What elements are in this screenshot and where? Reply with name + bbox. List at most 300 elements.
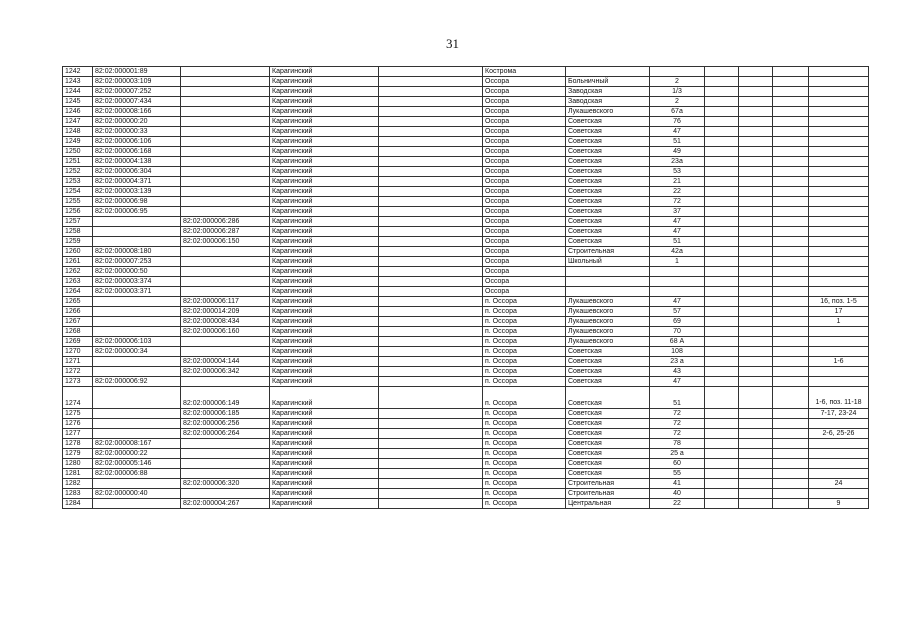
cadastral-number-cell: 82:02:000000:34 [93,347,181,357]
table-row [63,297,869,307]
street-cell: Лукашевского [566,307,650,317]
street-cell [566,67,650,77]
settlement-cell: п. Оссора [483,377,566,387]
structure-cell [739,227,773,237]
district-cell: Карагинский [270,277,379,287]
house-number-cell [650,287,705,297]
row-number-cell: 1253 [63,177,93,187]
cadastral-number-cell [93,307,181,317]
building-cadastral-number-cell [181,77,270,87]
structure-cell [739,327,773,337]
settlement-cell: п. Оссора [483,387,566,409]
flat-cell [773,247,809,257]
street-cell: Советская [566,347,650,357]
cadastral-number-cell [93,387,181,409]
building-cell [705,429,739,439]
street-cell: Строительная [566,479,650,489]
settlement-cell: п. Оссора [483,327,566,337]
house-number-cell: 108 [650,347,705,357]
structure-cell [739,147,773,157]
structure-cell [739,257,773,267]
structure-cell [739,237,773,247]
row-number-cell: 1271 [63,357,93,367]
building-cadastral-number-cell [181,459,270,469]
flat-cell [773,127,809,137]
flat-cell [773,157,809,167]
district-cell: Карагинский [270,429,379,439]
cadastral-number-cell [93,367,181,377]
settlement-cell: п. Оссора [483,459,566,469]
house-number-cell: 2 [650,77,705,87]
cadastral-number-cell [93,429,181,439]
rooms-cell [809,77,869,87]
street-cell: Советская [566,439,650,449]
house-number-cell [650,267,705,277]
table-row [63,287,869,297]
district-cell: Карагинский [270,97,379,107]
table-row [63,479,869,489]
table-row [63,77,869,87]
settlement-type-cell [379,127,483,137]
row-number-cell: 1269 [63,337,93,347]
table-row [63,387,869,409]
table-row [63,247,869,257]
building-cell [705,187,739,197]
building-cell [705,217,739,227]
flat-cell [773,287,809,297]
building-cadastral-number-cell [181,167,270,177]
street-cell: Лукашевского [566,107,650,117]
row-number-cell: 1284 [63,499,93,509]
flat-cell [773,97,809,107]
settlement-type-cell [379,87,483,97]
flat-cell [773,237,809,247]
settlement-type-cell [379,489,483,499]
building-cadastral-number-cell [181,439,270,449]
rooms-cell: 1-6, поз. 11-18 [809,387,869,409]
building-cadastral-number-cell [181,489,270,499]
structure-cell [739,277,773,287]
settlement-type-cell [379,267,483,277]
structure-cell [739,367,773,377]
row-number-cell: 1248 [63,127,93,137]
building-cadastral-number-cell [181,267,270,277]
cadastral-number-cell: 82:02:000006:95 [93,207,181,217]
cadastral-number-cell: 82:02:000000:22 [93,449,181,459]
settlement-type-cell [379,357,483,367]
street-cell: Советская [566,177,650,187]
building-cadastral-number-cell [181,177,270,187]
cadastral-number-cell: 82:02:000000:40 [93,489,181,499]
district-cell: Карагинский [270,459,379,469]
street-cell: Лукашевского [566,297,650,307]
district-cell: Карагинский [270,449,379,459]
row-number-cell: 1279 [63,449,93,459]
house-number-cell: 76 [650,117,705,127]
building-cell [705,449,739,459]
cadastral-number-cell [93,317,181,327]
district-cell: Карагинский [270,157,379,167]
house-number-cell: 41 [650,479,705,489]
settlement-cell: Оссора [483,267,566,277]
settlement-cell: п. Оссора [483,429,566,439]
building-cadastral-number-cell: 82:02:000008:434 [181,317,270,327]
flat-cell [773,439,809,449]
house-number-cell: 47 [650,377,705,387]
building-cadastral-number-cell [181,337,270,347]
house-number-cell: 21 [650,177,705,187]
district-cell: Карагинский [270,287,379,297]
house-number-cell: 49 [650,147,705,157]
row-number-cell: 1257 [63,217,93,227]
district-cell: Карагинский [270,387,379,409]
row-number-cell: 1242 [63,67,93,77]
building-cadastral-number-cell [181,469,270,479]
settlement-type-cell [379,157,483,167]
cadastral-number-cell: 82:02:000004:371 [93,177,181,187]
row-number-cell: 1250 [63,147,93,157]
rooms-cell [809,167,869,177]
row-number-cell: 1266 [63,307,93,317]
rooms-cell: 1 [809,317,869,327]
street-cell: Советская [566,157,650,167]
flat-cell [773,367,809,377]
structure-cell [739,449,773,459]
row-number-cell: 1265 [63,297,93,307]
building-cadastral-number-cell: 82:02:000006:256 [181,419,270,429]
building-cadastral-number-cell [181,197,270,207]
structure-cell [739,387,773,409]
table-row [63,357,869,367]
building-cell [705,347,739,357]
cadastral-number-cell: 82:02:000007:252 [93,87,181,97]
house-number-cell: 47 [650,127,705,137]
house-number-cell: 47 [650,217,705,227]
settlement-type-cell [379,377,483,387]
row-number-cell: 1278 [63,439,93,449]
cadastral-number-cell: 82:02:000007:434 [93,97,181,107]
row-number-cell: 1244 [63,87,93,97]
rooms-cell [809,257,869,267]
cadastral-number-cell: 82:02:000008:166 [93,107,181,117]
settlement-cell: Оссора [483,127,566,137]
settlement-cell: Оссора [483,117,566,127]
table-row [63,237,869,247]
house-number-cell: 47 [650,297,705,307]
rooms-cell [809,117,869,127]
cadastral-number-cell: 82:02:000000:50 [93,267,181,277]
row-number-cell: 1264 [63,287,93,297]
row-number-cell: 1272 [63,367,93,377]
district-cell: Карагинский [270,147,379,157]
table-row [63,67,869,77]
row-number-cell: 1256 [63,207,93,217]
street-cell: Советская [566,469,650,479]
cadastral-number-cell: 82:02:000008:180 [93,247,181,257]
row-number-cell: 1258 [63,227,93,237]
building-cell [705,337,739,347]
cadastral-number-cell: 82:02:000006:106 [93,137,181,147]
structure-cell [739,107,773,117]
table-row [63,257,869,267]
street-cell: Советская [566,197,650,207]
row-number-cell: 1263 [63,277,93,287]
rooms-cell [809,137,869,147]
settlement-type-cell [379,107,483,117]
rooms-cell [809,157,869,167]
house-number-cell [650,277,705,287]
table-row [63,317,869,327]
district-cell: Карагинский [270,267,379,277]
building-cell [705,469,739,479]
rooms-cell [809,217,869,227]
settlement-cell: п. Оссора [483,367,566,377]
house-number-cell: 25 а [650,449,705,459]
rooms-cell [809,87,869,97]
structure-cell [739,337,773,347]
district-cell: Карагинский [270,237,379,247]
row-number-cell: 1249 [63,137,93,147]
rooms-cell [809,147,869,157]
house-number-cell: 42а [650,247,705,257]
street-cell: Строительная [566,247,650,257]
settlement-cell: п. Оссора [483,419,566,429]
district-cell: Карагинский [270,207,379,217]
structure-cell [739,177,773,187]
settlement-type-cell [379,439,483,449]
settlement-cell: п. Оссора [483,357,566,367]
settlement-cell: Оссора [483,77,566,87]
district-cell: Карагинский [270,357,379,367]
row-number-cell: 1246 [63,107,93,117]
settlement-cell: п. Оссора [483,489,566,499]
row-number-cell: 1247 [63,117,93,127]
row-number-cell: 1270 [63,347,93,357]
rooms-cell [809,337,869,347]
building-cell [705,387,739,409]
building-cadastral-number-cell: 82:02:000006:287 [181,227,270,237]
street-cell [566,267,650,277]
district-cell: Карагинский [270,297,379,307]
row-number-cell: 1259 [63,237,93,247]
structure-cell [739,317,773,327]
rooms-cell: 16, поз. 1-5 [809,297,869,307]
rooms-cell [809,449,869,459]
flat-cell [773,489,809,499]
flat-cell [773,357,809,367]
street-cell: Советская [566,127,650,137]
building-cadastral-number-cell [181,277,270,287]
building-cell [705,107,739,117]
table-row [63,157,869,167]
row-number-cell: 1274 [63,387,93,409]
district-cell: Карагинский [270,367,379,377]
settlement-cell: Оссора [483,217,566,227]
table-row [63,307,869,317]
house-number-cell: 60 [650,459,705,469]
settlement-type-cell [379,257,483,267]
settlement-type-cell [379,147,483,157]
rooms-cell [809,237,869,247]
flat-cell [773,257,809,267]
district-cell: Карагинский [270,217,379,227]
building-cadastral-number-cell [181,287,270,297]
flat-cell [773,307,809,317]
district-cell: Карагинский [270,167,379,177]
row-number-cell: 1280 [63,459,93,469]
structure-cell [739,307,773,317]
settlement-type-cell [379,317,483,327]
settlement-type-cell [379,77,483,87]
street-cell: Советская [566,167,650,177]
settlement-type-cell [379,449,483,459]
building-cell [705,117,739,127]
district-cell: Карагинский [270,327,379,337]
building-cell [705,247,739,257]
building-cadastral-number-cell [181,97,270,107]
district-cell: Карагинский [270,137,379,147]
flat-cell [773,277,809,287]
settlement-type-cell [379,67,483,77]
settlement-cell: Кострома [483,67,566,77]
cadastral-number-cell [93,479,181,489]
settlement-type-cell [379,409,483,419]
settlement-cell: п. Оссора [483,297,566,307]
rooms-cell [809,177,869,187]
building-cadastral-number-cell [181,347,270,357]
table-row [63,87,869,97]
rooms-cell [809,469,869,479]
row-number-cell: 1283 [63,489,93,499]
house-number-cell: 51 [650,137,705,147]
flat-cell [773,177,809,187]
settlement-cell: Оссора [483,87,566,97]
building-cadastral-number-cell: 82:02:000006:150 [181,237,270,247]
district-cell: Карагинский [270,197,379,207]
row-number-cell: 1243 [63,77,93,87]
structure-cell [739,469,773,479]
rooms-cell [809,187,869,197]
structure-cell [739,97,773,107]
table-row [63,459,869,469]
rooms-cell [809,439,869,449]
building-cadastral-number-cell: 82:02:000006:185 [181,409,270,419]
street-cell: Больничный [566,77,650,87]
settlement-type-cell [379,277,483,287]
building-cell [705,267,739,277]
building-cell [705,67,739,77]
cadastral-number-cell: 82:02:000003:139 [93,187,181,197]
rooms-cell [809,107,869,117]
building-cadastral-number-cell [181,87,270,97]
structure-cell [739,439,773,449]
rooms-cell [809,367,869,377]
flat-cell [773,187,809,197]
house-number-cell: 37 [650,207,705,217]
district-cell: Карагинский [270,257,379,267]
building-cadastral-number-cell: 82:02:000014:209 [181,307,270,317]
building-cadastral-number-cell [181,449,270,459]
settlement-cell: п. Оссора [483,317,566,327]
street-cell: Советская [566,207,650,217]
row-number-cell: 1273 [63,377,93,387]
district-cell: Карагинский [270,317,379,327]
settlement-type-cell [379,197,483,207]
rooms-cell [809,287,869,297]
property-register-table [62,66,869,509]
table-row [63,429,869,439]
settlement-cell: Оссора [483,197,566,207]
settlement-cell: п. Оссора [483,499,566,509]
building-cell [705,327,739,337]
district-cell: Карагинский [270,479,379,489]
building-cadastral-number-cell: 82:02:000006:264 [181,429,270,439]
settlement-type-cell [379,479,483,489]
cadastral-number-cell [93,409,181,419]
structure-cell [739,429,773,439]
cadastral-number-cell: 82:02:000000:33 [93,127,181,137]
district-cell: Карагинский [270,377,379,387]
settlement-type-cell [379,287,483,297]
settlement-cell: Оссора [483,157,566,167]
settlement-cell: Оссора [483,177,566,187]
street-cell: Советская [566,429,650,439]
flat-cell [773,387,809,409]
row-number-cell: 1268 [63,327,93,337]
district-cell: Карагинский [270,77,379,87]
house-number-cell: 53 [650,167,705,177]
building-cadastral-number-cell [181,247,270,257]
building-cadastral-number-cell: 82:02:000006:286 [181,217,270,227]
building-cadastral-number-cell [181,187,270,197]
house-number-cell: 57 [650,307,705,317]
street-cell: Советская [566,217,650,227]
table-row [63,137,869,147]
settlement-type-cell [379,187,483,197]
flat-cell [773,469,809,479]
settlement-type-cell [379,167,483,177]
building-cell [705,367,739,377]
flat-cell [773,419,809,429]
house-number-cell: 51 [650,237,705,247]
row-number-cell: 1260 [63,247,93,257]
structure-cell [739,247,773,257]
building-cell [705,257,739,267]
street-cell: Лукашевского [566,327,650,337]
street-cell [566,287,650,297]
house-number-cell: 23а [650,157,705,167]
structure-cell [739,87,773,97]
structure-cell [739,207,773,217]
settlement-cell: Оссора [483,227,566,237]
table-row [63,409,869,419]
rooms-cell [809,489,869,499]
street-cell: Советская [566,187,650,197]
rooms-cell [809,67,869,77]
building-cadastral-number-cell [181,157,270,167]
cadastral-number-cell [93,327,181,337]
settlement-type-cell [379,469,483,479]
house-number-cell: 55 [650,469,705,479]
table-row [63,347,869,357]
house-number-cell: 72 [650,409,705,419]
building-cell [705,137,739,147]
cadastral-number-cell: 82:02:000006:168 [93,147,181,157]
flat-cell [773,479,809,489]
table-row [63,469,869,479]
house-number-cell: 67а [650,107,705,117]
settlement-cell: Оссора [483,137,566,147]
